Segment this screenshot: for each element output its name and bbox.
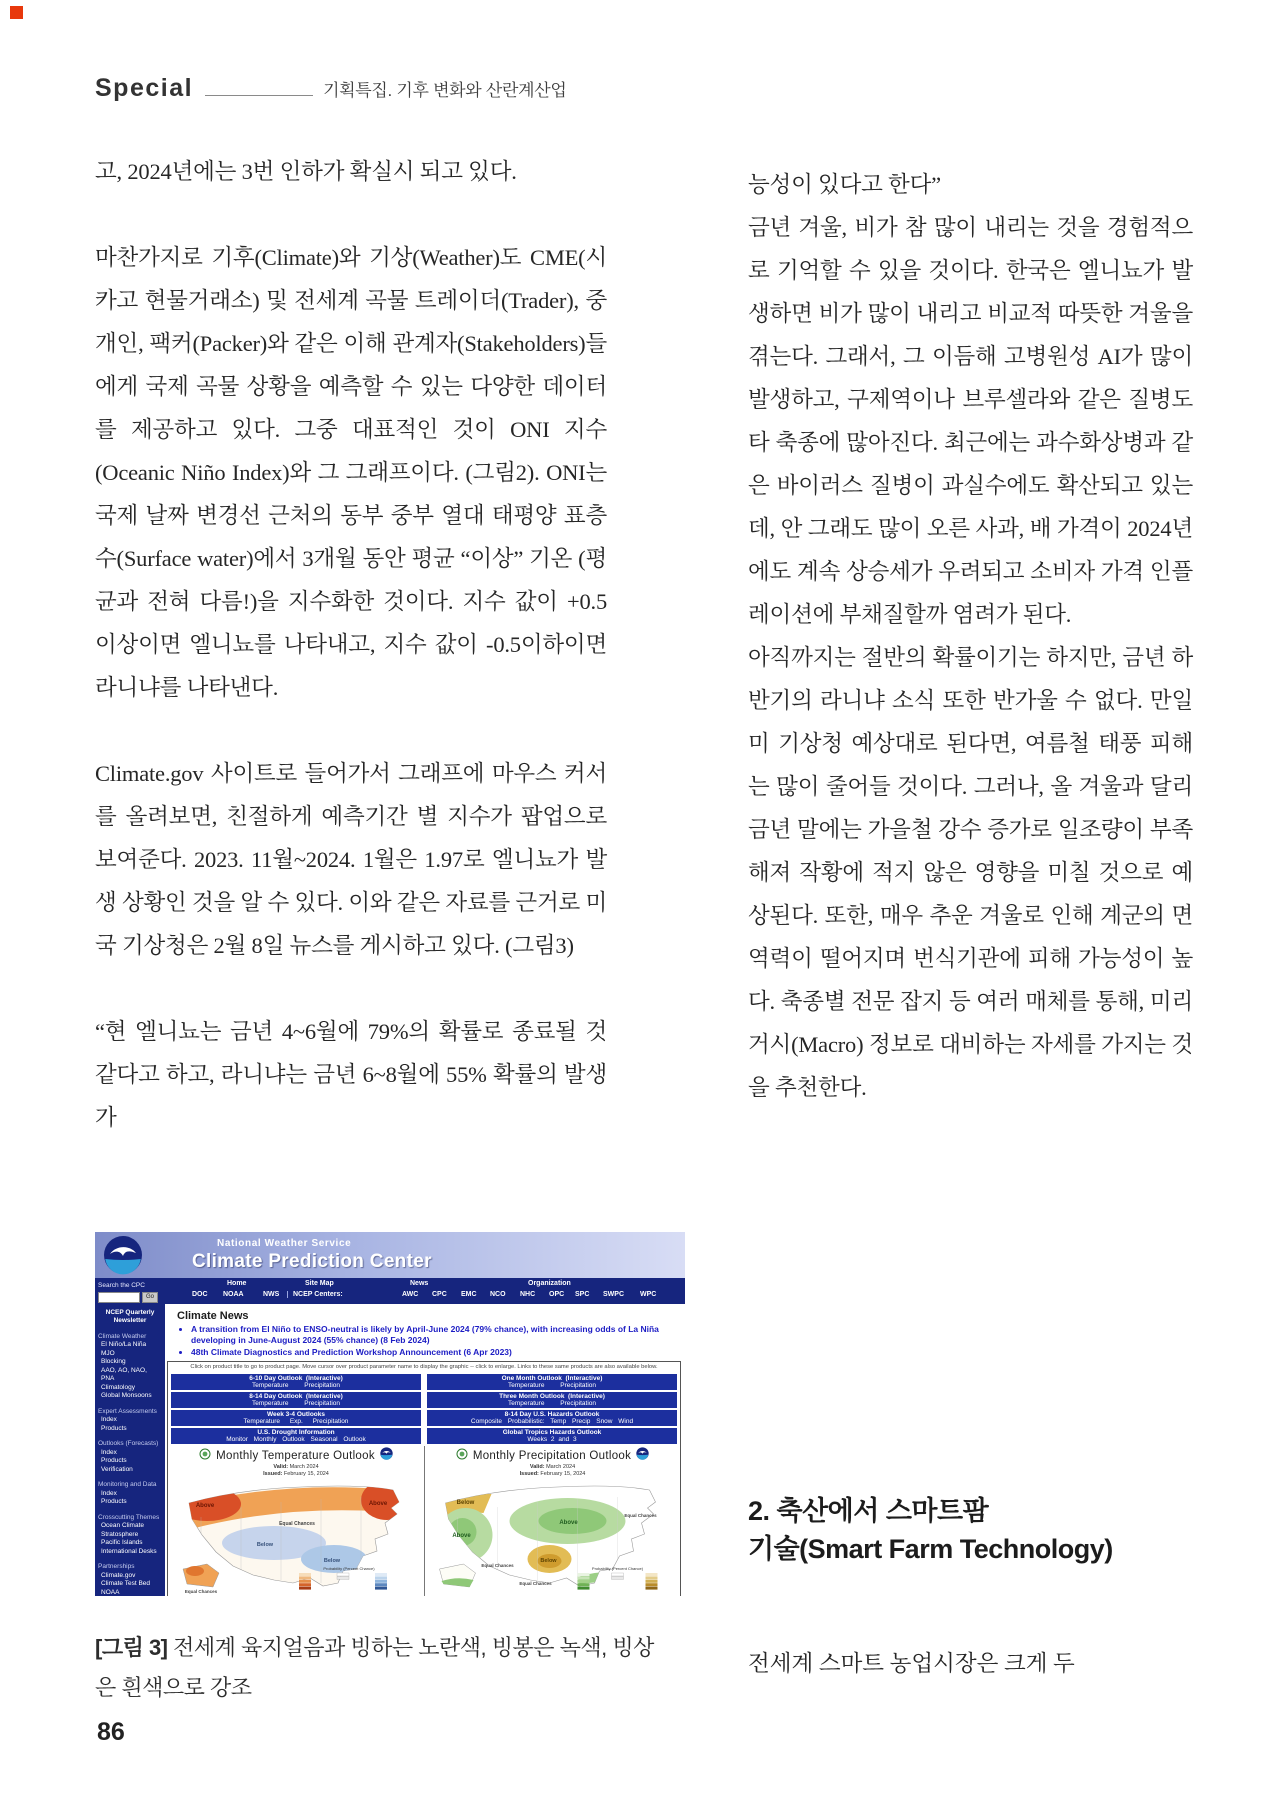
header-rule bbox=[205, 95, 313, 96]
products-box bbox=[167, 1361, 681, 1596]
sidebar-link[interactable]: Climate Test Bed bbox=[101, 1580, 151, 1587]
nav-item[interactable]: News bbox=[410, 1280, 429, 1287]
news-link[interactable]: • A transition from El Niño to ENSO-neutral is likely by April-June 2024 (79% chance), with increasing odds of La Niña developing in June-August 2024 (55% chance) (8 Feb 2024) bbox=[191, 1324, 679, 1346]
corner-registration-mark bbox=[10, 6, 23, 19]
sidebar-group-heading: Crosscutting Themes bbox=[98, 1513, 160, 1521]
cpc-title: Climate Prediction Center bbox=[192, 1251, 432, 1272]
noaa-cpc-screenshot bbox=[95, 1232, 685, 1596]
search-go-button[interactable]: Go bbox=[142, 1292, 158, 1303]
paragraph: 능성이 있다고 한다” bbox=[748, 172, 941, 197]
section-heading bbox=[748, 1492, 1208, 1568]
climate-news-list bbox=[191, 1324, 679, 1358]
nav-item[interactable]: WPC bbox=[640, 1291, 657, 1298]
nav-item[interactable]: Organization bbox=[528, 1280, 571, 1287]
nav-item[interactable]: NWS bbox=[263, 1291, 280, 1298]
nav-item[interactable]: DOC bbox=[192, 1291, 208, 1298]
right-column bbox=[748, 163, 1193, 1109]
page-header bbox=[95, 74, 566, 103]
sidebar-group-heading: Monitoring and Data bbox=[98, 1481, 157, 1488]
product-bar[interactable]: Three Month Outlook (Interactive) Temperature Precipitation bbox=[427, 1392, 677, 1408]
noaa-banner bbox=[95, 1232, 685, 1278]
monthly-temperature-outlook-panel[interactable] bbox=[168, 1446, 424, 1596]
sidebar-link[interactable]: NOAA bbox=[101, 1588, 120, 1596]
noaa-mini-logo-icon bbox=[636, 1447, 649, 1465]
paragraph: 아직까지는 절반의 확률이기는 하지만, 금년 하반기의 라니냐 소식 또한 반가울 수 없다. 만일 미 기상청 예상대로 된다면, 여름철 태풍 피해는 많이 줄어들 것이다. 그러나, 올 겨울과 달리 금년 말에는 가을철 강수 증가로 일조량이 부족해져 작황에 적지 않은 영향을 미칠 것으로 예상된다. 또한, 매우 추운 겨울로 인해 계군의 면역력이 떨어지며 번식기관에 피해 가능성이 높다. 축종별 전문 잡지 등 여러 매체를 통해, 미리 거시(Macro) 정보로 대비하는 자세를 가지는 것을 추천한다. bbox=[748, 645, 1193, 1100]
section-label: Special bbox=[95, 74, 194, 102]
sidebar-link[interactable]: Blocking bbox=[101, 1358, 126, 1365]
noaa-mini-logo-icon bbox=[380, 1447, 393, 1465]
news-link[interactable]: • 48th Climate Diagnostics and Prediction Workshop Announcement (6 Apr 2023) bbox=[191, 1347, 679, 1358]
search-label: Search the CPC bbox=[98, 1282, 145, 1289]
svg-text:Below: Below bbox=[540, 1558, 557, 1565]
svg-text:Equal Chances: Equal Chances bbox=[481, 1563, 514, 1569]
section-heading-line1: 2. 축산에서 스마트팜 bbox=[748, 1496, 989, 1526]
paragraph: “현 엘니뇨는 금년 4~6월에 79%의 확률로 종료될 것 같다고 하고, 라니냐는 금년 6~8월에 55% 확률의 발생 가 bbox=[95, 1019, 607, 1130]
svg-text:Equal Chances: Equal Chances bbox=[184, 1589, 218, 1595]
sidebar-link[interactable]: Ocean Climate bbox=[101, 1522, 144, 1529]
cpc-main bbox=[165, 1278, 685, 1596]
figure-caption-text: 전세계 육지얼음과 빙하는 노란색, 빙봉은 녹색, 빙상은 흰색으로 강조 bbox=[95, 1635, 654, 1700]
svg-text:Probability (Percent Chance): Probability (Percent Chance) bbox=[323, 1566, 375, 1572]
nav-item[interactable]: AWC bbox=[402, 1291, 419, 1298]
sidebar-link[interactable]: International Desks bbox=[101, 1547, 157, 1555]
page-number: 86 bbox=[97, 1718, 125, 1746]
noaa-logo-icon bbox=[103, 1235, 143, 1280]
sidebar-link[interactable]: Products bbox=[101, 1457, 127, 1464]
nws-label: National Weather Service bbox=[217, 1238, 352, 1249]
figure-caption bbox=[95, 1628, 670, 1708]
nav-item[interactable]: OPC bbox=[549, 1291, 565, 1298]
nws-round-icon bbox=[456, 1447, 468, 1465]
map-validity: Valid: March 2024 Issued: February 15, 2024 bbox=[263, 1464, 329, 1477]
svg-text:Below: Below bbox=[456, 1500, 475, 1507]
sidebar-link[interactable]: NCEP Quarterly Newsletter bbox=[105, 1308, 155, 1324]
sidebar-link[interactable]: Stratosphere bbox=[101, 1530, 139, 1538]
sidebar-link[interactable]: Index bbox=[101, 1416, 117, 1423]
svg-text:Below: Below bbox=[256, 1542, 274, 1549]
nav-item[interactable]: SWPC bbox=[603, 1291, 624, 1298]
sidebar-link[interactable]: Climatology bbox=[101, 1383, 135, 1391]
product-bar[interactable]: 8-14 Day U.S. Hazards Outlook Composite Probabilistic: Temp Precip Snow Wind bbox=[427, 1410, 677, 1426]
product-bar[interactable]: Global Tropics Hazards Outlook Weeks 2 and 3 bbox=[427, 1428, 677, 1444]
paragraph: 마찬가지로 기후(Climate)와 기상(Weather)도 CME(시카고 현물거래소) 및 전세계 곡물 트레이더(Trader), 중개인, 팩커(Packer)와 같은 이해 관계자(Stakeholders)들에게 국제 곡물 상황을 예측할 수 있는 다양한 데이터를 제공하고 있다. 그중 대표적인 것이 ONI 지수(Oceanic Niño Index)와 그 그래프이다. (그림2). ONI는 국제 날짜 변경선 근처의 동부 중부 열대 태평양 표층수(Surface water)에서 3개월 동안 평균 “이상” 기온 (평균과 전혀 다름!)을 지수화한 것이다. 지수 값이 +0.5 이상이면 엘니뇨를 나타내고, 지수 값이 -0.5이하이면 라니냐를 나타낸다. bbox=[95, 245, 607, 700]
svg-text:Above: Above bbox=[452, 1533, 471, 1540]
svg-text:Equal Chances: Equal Chances bbox=[279, 1521, 315, 1528]
precipitation-outlook-map[interactable] bbox=[425, 1477, 680, 1595]
section-heading-line2: 기술(Smart Farm Technology) bbox=[748, 1534, 1113, 1564]
sidebar-link[interactable]: MJO bbox=[101, 1349, 115, 1357]
product-bar[interactable]: 8-14 Day Outlook (Interactive) Temperature Precipitation bbox=[171, 1392, 421, 1408]
svg-text:Equal Chances: Equal Chances bbox=[519, 1581, 552, 1587]
cpc-sidebar bbox=[95, 1278, 165, 1596]
sidebar-link[interactable]: Global Monsoons bbox=[101, 1392, 152, 1399]
sidebar-group-heading: Expert Assessments bbox=[98, 1407, 157, 1415]
sidebar-link[interactable]: Products bbox=[101, 1498, 127, 1505]
map-title: Monthly Temperature Outlook bbox=[216, 1450, 375, 1463]
outlook-maps bbox=[168, 1446, 680, 1596]
figure-caption-label: [그림 3] bbox=[95, 1635, 168, 1660]
nav-item[interactable]: NHC bbox=[520, 1291, 536, 1298]
svg-text:Above: Above bbox=[368, 1501, 388, 1508]
sidebar-link[interactable]: Verification bbox=[101, 1465, 133, 1473]
sidebar-link[interactable]: El Niño/La Niña bbox=[101, 1341, 147, 1348]
product-bar[interactable]: Week 3-4 Outlooks Temperature Exp. Precipitation bbox=[171, 1410, 421, 1426]
page-title: 기획특집. 기후 변화와 산란계산업 bbox=[323, 81, 567, 100]
sidebar-group-heading: Outlooks (Forecasts) bbox=[98, 1440, 159, 1447]
product-bar[interactable]: One Month Outlook (Interactive) Temperature Precipitation bbox=[427, 1374, 677, 1390]
sidebar-group-heading: Partnerships bbox=[98, 1563, 135, 1570]
nav-item[interactable]: EMC bbox=[461, 1291, 477, 1298]
svg-text:Above: Above bbox=[559, 1520, 578, 1527]
climate-news-heading: Climate News bbox=[177, 1310, 249, 1322]
sidebar-group-heading: Climate Weather bbox=[98, 1332, 147, 1340]
paragraph: Climate.gov 사이트로 들어가서 그래프에 마우스 커서를 올려보면, 친절하게 예측기간 별 지수가 팝업으로 보여준다. 2023. 11월~2024. 1월은 1.97로 엘니뇨가 발생 상황인 것을 알 수 있다. 이와 같은 자료를 근거로 미국 기상청은 2월 8일 뉴스를 게시하고 있다. (그림3) bbox=[95, 761, 607, 958]
product-bar[interactable]: 6-10 Day Outlook (Interactive) Temperature Precipitation bbox=[171, 1374, 421, 1390]
nav-item[interactable]: NCEP Centers: bbox=[287, 1291, 343, 1298]
products-instructions: Click on product title to go to product page. Move cursor over product parameter name to display the graphic -- click to enlarge. Links to these same products are also available below. bbox=[190, 1364, 658, 1371]
paragraph: 고, 2024년에는 3번 인하가 확실시 되고 있다. bbox=[95, 159, 517, 184]
paragraph: 금년 겨울, 비가 참 많이 내리는 것을 경험적으로 기억할 수 있을 것이다. 한국은 엘니뇨가 발생하면 비가 많이 내리고 비교적 따뜻한 겨울을 겪는다. 그래서, 그 이듬해 고병원성 AI가 많이 발생하고, 구제역이나 브루셀라와 같은 질병도 타 축종에 많아진다. 최근에는 과수화상병과 같은 바이러스 질병이 과실수에도 확산되고 있는데, 안 그래도 많이 오른 사과, 배 가격이 2024년에도 계속 상승세가 우려되고 소비자 가격 인플레이션에 부채질할까 염려가 된다. bbox=[748, 215, 1193, 627]
sidebar-link[interactable]: Index bbox=[101, 1448, 117, 1456]
svg-text:Above: Above bbox=[195, 1503, 215, 1510]
nws-round-icon bbox=[199, 1447, 211, 1465]
cpc-navbar bbox=[165, 1278, 685, 1304]
sidebar-link[interactable]: Climate.gov bbox=[101, 1571, 136, 1579]
product-bar[interactable]: U.S. Drought Information Monitor Monthly Outlook Seasonal Outlook bbox=[171, 1428, 421, 1444]
svg-text:Probability (Percent Chance): Probability (Percent Chance) bbox=[591, 1566, 644, 1572]
product-grid bbox=[168, 1372, 680, 1446]
paragraph: 전세계 스마트 농업시장은 크게 두 bbox=[748, 1651, 1075, 1676]
sidebar-link[interactable]: AAO, AO, NAO, PNA bbox=[101, 1366, 147, 1382]
nav-item[interactable]: NOAA bbox=[223, 1291, 244, 1298]
nav-item[interactable]: CPC bbox=[432, 1291, 447, 1298]
sidebar-link[interactable]: Pacific Islands bbox=[101, 1539, 143, 1546]
svg-text:Below: Below bbox=[323, 1558, 341, 1565]
sidebar-link[interactable]: Index bbox=[101, 1489, 117, 1497]
svg-text:Equal Chances: Equal Chances bbox=[624, 1513, 657, 1519]
left-column bbox=[95, 150, 607, 1182]
monthly-precipitation-outlook-panel[interactable] bbox=[424, 1446, 680, 1596]
sidebar-link[interactable]: Products bbox=[101, 1424, 127, 1432]
map-title: Monthly Precipitation Outlook bbox=[472, 1450, 632, 1463]
nav-item[interactable]: Site Map bbox=[305, 1280, 334, 1287]
nav-item[interactable]: Home bbox=[227, 1280, 247, 1287]
map-validity: Valid: March 2024 Issued: February 15, 2024 bbox=[519, 1464, 586, 1477]
nav-item[interactable]: NCO bbox=[490, 1291, 506, 1298]
temperature-outlook-map[interactable] bbox=[168, 1477, 424, 1595]
cpc-search-input[interactable] bbox=[98, 1292, 140, 1303]
nav-item[interactable]: SPC bbox=[575, 1291, 590, 1298]
